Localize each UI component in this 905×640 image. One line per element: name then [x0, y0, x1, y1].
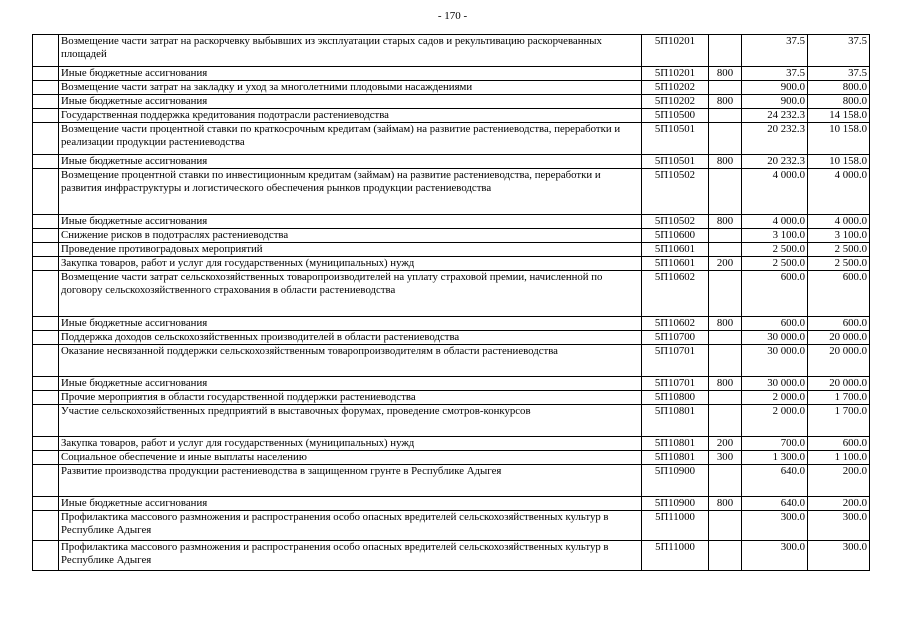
expense-type: 800 — [709, 317, 742, 331]
expense-type — [709, 331, 742, 345]
row-name: Оказание несвязанной поддержки сельскохозяйственным товаропроизводителям в области растениеводства — [59, 345, 642, 377]
target-code: 5П10500 — [642, 109, 709, 123]
table-row — [33, 437, 870, 451]
expense-type — [709, 109, 742, 123]
amount-1: 300.0 — [742, 541, 808, 571]
target-code: 5П11000 — [642, 511, 709, 541]
row-name: Возмещение части процентной ставки по краткосрочным кредитам (займам) на развитие растениеводства, переработки и реализации продукции растениеводства — [59, 123, 642, 155]
blank-cell — [33, 377, 59, 391]
target-code: 5П10501 — [642, 123, 709, 155]
amount-2: 600.0 — [808, 317, 870, 331]
blank-cell — [33, 243, 59, 257]
amount-1: 700.0 — [742, 437, 808, 451]
amount-2: 20 000.0 — [808, 377, 870, 391]
amount-1: 600.0 — [742, 317, 808, 331]
blank-cell — [33, 345, 59, 377]
expense-type — [709, 345, 742, 377]
expense-type — [709, 511, 742, 541]
target-code: 5П10502 — [642, 215, 709, 229]
amount-2: 200.0 — [808, 465, 870, 497]
amount-2: 600.0 — [808, 437, 870, 451]
amount-2: 10 158.0 — [808, 123, 870, 155]
expense-type: 800 — [709, 67, 742, 81]
amount-2: 1 100.0 — [808, 451, 870, 465]
amount-1: 20 232.3 — [742, 155, 808, 169]
row-name: Снижение рисков в подотраслях растениеводства — [59, 229, 642, 243]
blank-cell — [33, 67, 59, 81]
blank-cell — [33, 109, 59, 123]
amount-2: 300.0 — [808, 511, 870, 541]
row-name: Возмещение части затрат сельскохозяйственных товаропроизводителей на уплату страховой премии, начисленной по договору сельскохозяйственного страхования в области растениеводства — [59, 271, 642, 317]
table-row — [33, 67, 870, 81]
amount-1: 900.0 — [742, 81, 808, 95]
amount-1: 20 232.3 — [742, 123, 808, 155]
row-name: Иные бюджетные ассигнования — [59, 497, 642, 511]
row-name: Закупка товаров, работ и услуг для государственных (муниципальных) нужд — [59, 437, 642, 451]
table-row — [33, 451, 870, 465]
target-code: 5П10701 — [642, 377, 709, 391]
expense-type — [709, 405, 742, 437]
expense-type — [709, 541, 742, 571]
amount-1: 1 300.0 — [742, 451, 808, 465]
blank-cell — [33, 271, 59, 317]
table-row — [33, 391, 870, 405]
expense-type: 800 — [709, 497, 742, 511]
table-row — [33, 243, 870, 257]
row-name: Иные бюджетные ассигнования — [59, 377, 642, 391]
target-code: 5П10601 — [642, 257, 709, 271]
blank-cell — [33, 123, 59, 155]
amount-2: 800.0 — [808, 81, 870, 95]
amount-1: 2 500.0 — [742, 257, 808, 271]
row-name: Иные бюджетные ассигнования — [59, 317, 642, 331]
target-code: 5П10700 — [642, 331, 709, 345]
amount-2: 20 000.0 — [808, 331, 870, 345]
amount-2: 2 500.0 — [808, 257, 870, 271]
table-row — [33, 109, 870, 123]
expense-type — [709, 391, 742, 405]
blank-cell — [33, 81, 59, 95]
blank-cell — [33, 317, 59, 331]
amount-2: 3 100.0 — [808, 229, 870, 243]
table-row — [33, 271, 870, 317]
page-number: - 170 - — [437, 10, 468, 22]
row-name: Возмещение части затрат на раскорчевку выбывших из эксплуатации старых садов и рекультивацию раскорчеванных площадей — [59, 35, 642, 67]
expense-type — [709, 81, 742, 95]
amount-1: 640.0 — [742, 497, 808, 511]
amount-1: 24 232.3 — [742, 109, 808, 123]
table-row — [33, 229, 870, 243]
amount-1: 2 000.0 — [742, 391, 808, 405]
target-code: 5П10800 — [642, 391, 709, 405]
target-code: 5П10801 — [642, 405, 709, 437]
expense-type: 800 — [709, 95, 742, 109]
table-row — [33, 215, 870, 229]
table-row — [33, 331, 870, 345]
amount-1: 640.0 — [742, 465, 808, 497]
blank-cell — [33, 35, 59, 67]
blank-cell — [33, 229, 59, 243]
blank-cell — [33, 451, 59, 465]
expense-type — [709, 229, 742, 243]
expense-type — [709, 169, 742, 215]
target-code: 5П10801 — [642, 437, 709, 451]
row-name: Государственная поддержка кредитования подотрасли растениеводства — [59, 109, 642, 123]
amount-2: 37.5 — [808, 35, 870, 67]
amount-2: 10 158.0 — [808, 155, 870, 169]
expense-type: 800 — [709, 155, 742, 169]
amount-2: 4 000.0 — [808, 169, 870, 215]
row-name: Закупка товаров, работ и услуг для государственных (муниципальных) нужд — [59, 257, 642, 271]
expense-type: 800 — [709, 215, 742, 229]
target-code: 5П10202 — [642, 95, 709, 109]
row-name: Социальное обеспечение и иные выплаты населению — [59, 451, 642, 465]
target-code: 5П10701 — [642, 345, 709, 377]
table-row — [33, 511, 870, 541]
amount-2: 20 000.0 — [808, 345, 870, 377]
table-row — [33, 95, 870, 109]
blank-cell — [33, 541, 59, 571]
target-code: 5П11000 — [642, 541, 709, 571]
target-code: 5П10501 — [642, 155, 709, 169]
amount-1: 2 000.0 — [742, 405, 808, 437]
table-row — [33, 541, 870, 571]
table-row — [33, 35, 870, 67]
blank-cell — [33, 215, 59, 229]
blank-cell — [33, 391, 59, 405]
target-code: 5П10502 — [642, 169, 709, 215]
table-row — [33, 169, 870, 215]
blank-cell — [33, 155, 59, 169]
target-code: 5П10600 — [642, 229, 709, 243]
target-code: 5П10801 — [642, 451, 709, 465]
row-name: Иные бюджетные ассигнования — [59, 67, 642, 81]
table-row — [33, 497, 870, 511]
amount-1: 600.0 — [742, 271, 808, 317]
row-name: Профилактика массового размножения и распространения особо опасных вредителей сельскохозяйственных культур в Республике Адыгея — [59, 541, 642, 571]
blank-cell — [33, 405, 59, 437]
amount-2: 800.0 — [808, 95, 870, 109]
row-name: Проведение противоградовых мероприятий — [59, 243, 642, 257]
amount-1: 30 000.0 — [742, 331, 808, 345]
table-row — [33, 377, 870, 391]
amount-1: 30 000.0 — [742, 377, 808, 391]
target-code: 5П10201 — [642, 35, 709, 67]
target-code: 5П10202 — [642, 81, 709, 95]
table-row — [33, 81, 870, 95]
amount-2: 14 158.0 — [808, 109, 870, 123]
table-row — [33, 405, 870, 437]
target-code: 5П10201 — [642, 67, 709, 81]
expense-type: 200 — [709, 437, 742, 451]
table-row — [33, 155, 870, 169]
amount-1: 4 000.0 — [742, 215, 808, 229]
amount-2: 2 500.0 — [808, 243, 870, 257]
row-name: Возмещение части затрат на закладку и уход за многолетними плодовыми насаждениями — [59, 81, 642, 95]
row-name: Профилактика массового размножения и распространения особо опасных вредителей сельскохозяйственных культур в Республике Адыгея — [59, 511, 642, 541]
row-name: Иные бюджетные ассигнования — [59, 155, 642, 169]
expense-type — [709, 465, 742, 497]
amount-1: 3 100.0 — [742, 229, 808, 243]
amount-2: 300.0 — [808, 541, 870, 571]
target-code: 5П10601 — [642, 243, 709, 257]
row-name: Возмещение процентной ставки по инвестиционным кредитам (займам) на развитие растениеводства, переработки и развития инфраструктуры и логистического обеспечения рынков продукции растениеводства — [59, 169, 642, 215]
expense-type — [709, 271, 742, 317]
blank-cell — [33, 95, 59, 109]
amount-2: 600.0 — [808, 271, 870, 317]
table-row — [33, 257, 870, 271]
expense-type: 200 — [709, 257, 742, 271]
target-code: 5П10900 — [642, 465, 709, 497]
amount-1: 37.5 — [742, 35, 808, 67]
amount-1: 300.0 — [742, 511, 808, 541]
row-name: Участие сельскохозяйственных предприятий в выставочных форумах, проведение смотров-конкурсов — [59, 405, 642, 437]
amount-1: 37.5 — [742, 67, 808, 81]
expense-type — [709, 243, 742, 257]
expense-type: 300 — [709, 451, 742, 465]
row-name: Иные бюджетные ассигнования — [59, 95, 642, 109]
amount-1: 2 500.0 — [742, 243, 808, 257]
table-row — [33, 465, 870, 497]
amount-2: 1 700.0 — [808, 391, 870, 405]
amount-2: 4 000.0 — [808, 215, 870, 229]
row-name: Развитие производства продукции растениеводства в защищенном грунте в Республике Адыгея — [59, 465, 642, 497]
blank-cell — [33, 497, 59, 511]
amount-1: 30 000.0 — [742, 345, 808, 377]
expense-type — [709, 35, 742, 67]
table-row — [33, 123, 870, 155]
amount-2: 1 700.0 — [808, 405, 870, 437]
blank-cell — [33, 437, 59, 451]
blank-cell — [33, 511, 59, 541]
row-name: Иные бюджетные ассигнования — [59, 215, 642, 229]
row-name: Прочие мероприятия в области государственной поддержки растениеводства — [59, 391, 642, 405]
target-code: 5П10900 — [642, 497, 709, 511]
blank-cell — [33, 331, 59, 345]
amount-1: 900.0 — [742, 95, 808, 109]
target-code: 5П10602 — [642, 271, 709, 317]
target-code: 5П10602 — [642, 317, 709, 331]
row-name: Поддержка доходов сельскохозяйственных производителей в области растениеводства — [59, 331, 642, 345]
amount-1: 4 000.0 — [742, 169, 808, 215]
table-row — [33, 345, 870, 377]
amount-2: 200.0 — [808, 497, 870, 511]
table-row — [33, 317, 870, 331]
budget-table-body — [33, 35, 870, 571]
blank-cell — [33, 465, 59, 497]
expense-type: 800 — [709, 377, 742, 391]
amount-2: 37.5 — [808, 67, 870, 81]
blank-cell — [33, 257, 59, 271]
blank-cell — [33, 169, 59, 215]
expense-type — [709, 123, 742, 155]
budget-table — [32, 34, 870, 571]
